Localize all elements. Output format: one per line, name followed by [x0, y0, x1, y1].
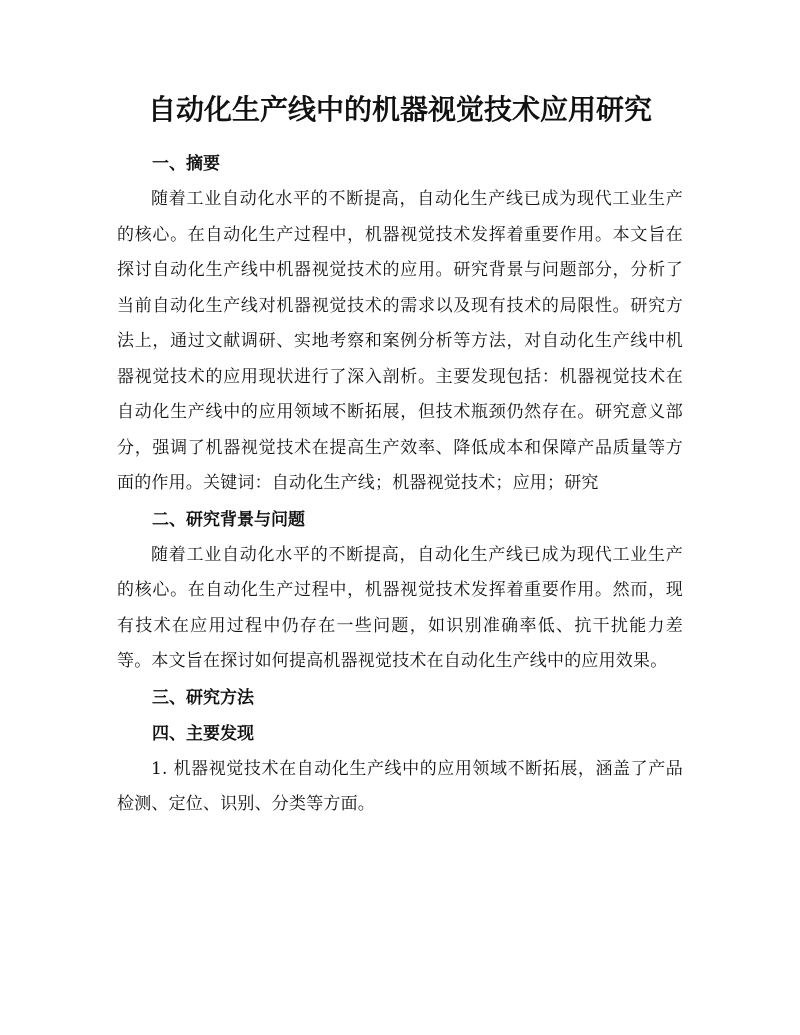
section-heading: 二、研究背景与问题	[152, 509, 305, 530]
section-abstract	[117, 146, 683, 502]
section-paragraph: 随着工业自动化水平的不断提高，自动化生产线已成为现代工业生产的核心。在自动化生产过程中，机器视觉技术发挥着重要作用。然而，现有技术在应用过程中仍存在一些问题，如识别准确率低、抗干扰能力差等。本文旨在探讨如何提高机器视觉技术在自动化生产线中的应用效果。	[117, 544, 683, 671]
section-heading: 三、研究方法	[152, 687, 254, 708]
section-heading: 一、摘要	[152, 154, 220, 174]
finding-item: 1. 机器视觉技术在自动化生产线中的应用领域不断拓展，涵盖了产品检测、定位、识别、分类等方面。	[117, 758, 683, 814]
section-methods	[117, 680, 683, 716]
section-paragraph: 随着工业自动化水平的不断提高，自动化生产线已成为现代工业生产的核心。在自动化生产过程中，机器视觉技术发挥着重要作用。本文旨在探讨自动化生产线中机器视觉技术的应用。研究背景与问题部分，分析了当前自动化生产线对机器视觉技术的需求以及现有技术的局限性。研究方法上，通过文献调研、实地考察和案例分析等方法，对自动化生产线中机器视觉技术的应用现状进行了深入剖析。主要发现包括：机器视觉技术在自动化生产线中的应用领域不断拓展，但技术瓶颈仍然存在。研究意义部分，强调了机器视觉技术在提高生产效率、降低成本和保障产品质量等方面的作用。关键词：自动化生产线；机器视觉技术；应用；研究	[117, 189, 683, 493]
section-background	[117, 502, 683, 680]
section-findings	[117, 716, 683, 823]
document-title: 自动化生产线中的机器视觉技术应用研究	[147, 93, 652, 126]
section-heading: 四、主要发现	[152, 723, 254, 744]
document-page	[117, 88, 683, 823]
